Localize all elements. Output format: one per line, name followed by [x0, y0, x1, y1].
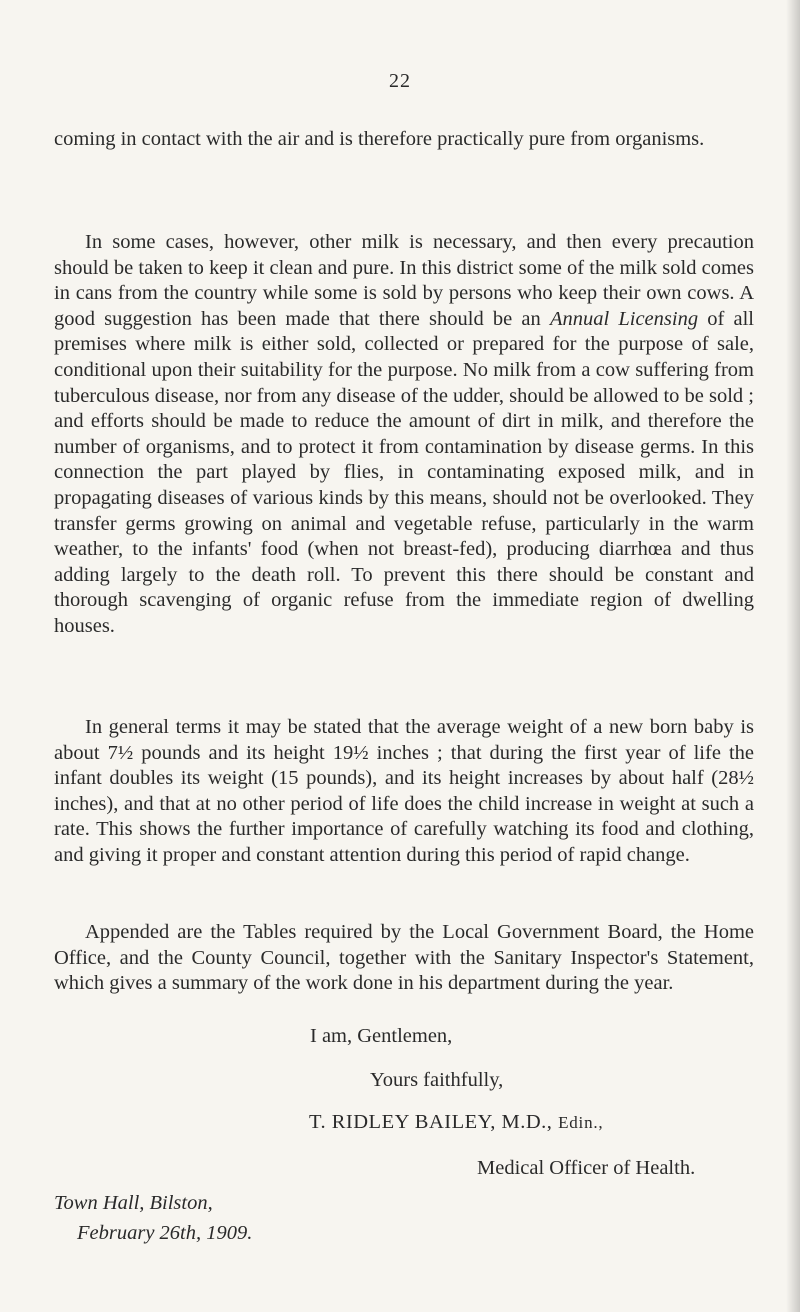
paragraph-1: coming in contact with the air and is therefore practically pure from organisms.: [54, 128, 705, 150]
signature-title: Medical Officer of Health.: [477, 1157, 696, 1179]
paragraph-infant-growth: In general terms it may be stated that the average weight of a new born baby is about 7½ pounds and its height 19½ inches ; that during the first year of life the infant doubles its weight (15 pounds), and its height increases by about half (28½ inches), and that at no other period of life does the child increase in weight at such a rate. This shows the further importance of carefully watching its food and clothing, and giving it proper and constant attention during this period of rapid change.: [54, 716, 754, 866]
paragraph-2-text-a: In some cases, however, other milk is necessary, and then every precaution should be taken to keep it clean and pure. In this district some of the milk sold comes in cans from the country while some is sold by persons who keep their own cows. A good suggestion has been made that there should be an: [54, 231, 754, 330]
annual-licensing-emphasis: Annual Licensing: [549, 307, 699, 330]
signature-valediction: Yours faithfully,: [370, 1069, 504, 1091]
page-edge-shadow: [786, 0, 800, 1312]
page-number: 22: [389, 70, 411, 92]
signature-name-text: T. RIDLEY BAILEY, M.D.,: [309, 1111, 559, 1133]
paragraph-appended-tables: Appended are the Tables required by the Local Government Board, the Home Office, and the County Council, together with the Sanitary Inspector's Statement, which gives a summary of the work done in his department during the year.: [54, 921, 754, 995]
paragraph-milk-licensing: [54, 230, 754, 640]
signature-closing: I am, Gentlemen,: [310, 1025, 453, 1047]
address-place: Town Hall, Bilston,: [54, 1192, 213, 1214]
paragraph-2-text-b: of all premises where milk is either sold, collected or prepared for the purpose of sale, conditional upon their suitability for the purpose. No milk from a cow suffering from tuberculous disease, nor from any disease of the udder, should be allowed to be sold ; and efforts should be made to reduce the amount of dirt in milk, and therefore the number of organisms, and to protect it from contamination by disease germs. In this connection the part played by flies, in contaminating exposed milk, and in propagating diseases of various kinds by this means, should not be overlooked. They transfer germs growing on animal and vegetable refuse, particularly in the warm weather, to the infants' food (when not breast-fed), producing diarrhœa and thus adding largely to the death roll. To prevent this there should be constant and thorough scavenging of organic refuse from the immediate region of dwelling houses.: [54, 307, 754, 637]
signature-name: [309, 1109, 603, 1136]
address-date: February 26th, 1909.: [77, 1222, 253, 1244]
signature-degree: Edin.,: [558, 1113, 604, 1132]
